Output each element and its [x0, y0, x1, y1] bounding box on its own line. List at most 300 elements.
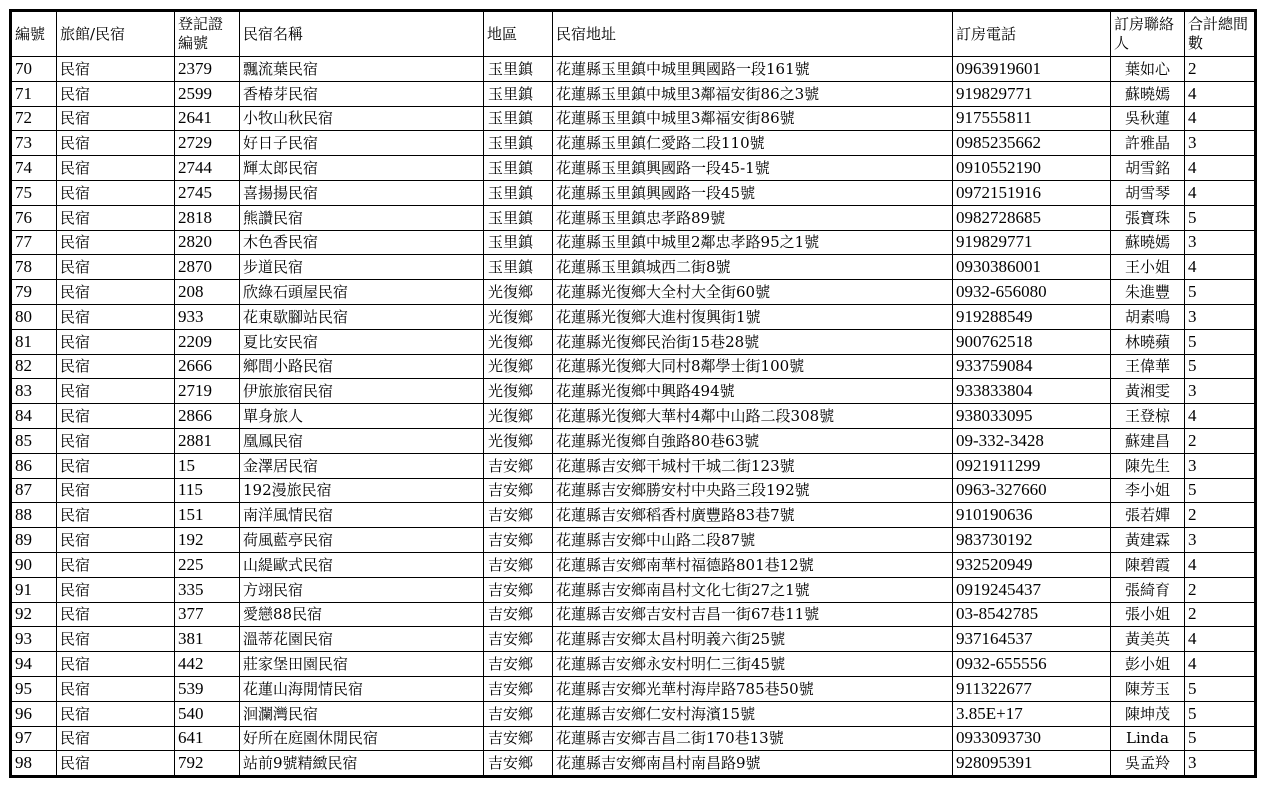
cell-phone: 0919245437: [953, 577, 1111, 602]
cell-area: 吉安鄉: [484, 652, 553, 677]
cell-no: 97: [12, 726, 57, 751]
cell-no: 85: [12, 428, 57, 453]
cell-contact: 王偉華: [1111, 354, 1185, 379]
cell-reg-no: 2745: [175, 180, 240, 205]
cell-rooms: 4: [1185, 156, 1255, 181]
cell-no: 89: [12, 528, 57, 553]
header-name: 民宿名稱: [240, 12, 484, 57]
cell-area: 光復鄉: [484, 354, 553, 379]
cell-phone: 0972151916: [953, 180, 1111, 205]
cell-area: 玉里鎮: [484, 57, 553, 82]
cell-phone: 0910552190: [953, 156, 1111, 181]
cell-reg-no: 540: [175, 701, 240, 726]
cell-contact: 胡雪琴: [1111, 180, 1185, 205]
cell-phone: 0933093730: [953, 726, 1111, 751]
cell-address: 花蓮縣吉安鄉南華村福德路801巷12號: [553, 552, 953, 577]
table-row: [12, 304, 1255, 329]
cell-address: 花蓮縣吉安鄉吉昌二街170巷13號: [553, 726, 953, 751]
cell-contact: 張小姐: [1111, 602, 1185, 627]
cell-area: 吉安鄉: [484, 701, 553, 726]
cell-no: 98: [12, 751, 57, 776]
cell-area: 吉安鄉: [484, 627, 553, 652]
cell-area: 吉安鄉: [484, 552, 553, 577]
cell-name: 步道民宿: [240, 255, 484, 280]
cell-no: 79: [12, 280, 57, 305]
cell-rooms: 2: [1185, 428, 1255, 453]
cell-no: 93: [12, 627, 57, 652]
header-phone: 訂房電話: [953, 12, 1111, 57]
cell-rooms: 5: [1185, 478, 1255, 503]
cell-reg-no: 192: [175, 528, 240, 553]
table-row: [12, 701, 1255, 726]
cell-no: 78: [12, 255, 57, 280]
cell-area: 玉里鎮: [484, 131, 553, 156]
cell-reg-no: 2866: [175, 404, 240, 429]
header-address: 民宿地址: [553, 12, 953, 57]
cell-rooms: 2: [1185, 602, 1255, 627]
cell-contact: 黃湘雯: [1111, 379, 1185, 404]
cell-area: 吉安鄉: [484, 478, 553, 503]
cell-rooms: 2: [1185, 57, 1255, 82]
cell-address: 花蓮縣吉安鄉稻香村廣豐路83巷7號: [553, 503, 953, 528]
cell-address: 花蓮縣玉里鎮中城里2鄰忠孝路95之1號: [553, 230, 953, 255]
table-row: [12, 676, 1255, 701]
cell-phone: 0963-327660: [953, 478, 1111, 503]
cell-address: 花蓮縣玉里鎮中城里3鄰福安街86號: [553, 106, 953, 131]
header-rooms: 合計總間數: [1185, 12, 1255, 57]
cell-name: 夏比安民宿: [240, 329, 484, 354]
cell-name: 溫蒂花園民宿: [240, 627, 484, 652]
cell-type: 民宿: [57, 577, 175, 602]
cell-type: 民宿: [57, 627, 175, 652]
cell-contact: 胡雪銘: [1111, 156, 1185, 181]
cell-contact: 蘇曉嫣: [1111, 81, 1185, 106]
table-row: [12, 478, 1255, 503]
cell-address: 花蓮縣玉里鎮忠孝路89號: [553, 205, 953, 230]
cell-no: 72: [12, 106, 57, 131]
cell-type: 民宿: [57, 131, 175, 156]
cell-no: 81: [12, 329, 57, 354]
table-row: [12, 503, 1255, 528]
cell-contact: 陳先生: [1111, 453, 1185, 478]
cell-type: 民宿: [57, 379, 175, 404]
cell-contact: 吳孟羚: [1111, 751, 1185, 776]
cell-no: 83: [12, 379, 57, 404]
cell-area: 吉安鄉: [484, 676, 553, 701]
cell-type: 民宿: [57, 280, 175, 305]
cell-name: 山緹歐式民宿: [240, 552, 484, 577]
guesthouse-table-sheet: [9, 9, 1257, 778]
cell-phone: 03-8542785: [953, 602, 1111, 627]
cell-rooms: 3: [1185, 528, 1255, 553]
cell-type: 民宿: [57, 57, 175, 82]
cell-no: 90: [12, 552, 57, 577]
cell-rooms: 3: [1185, 751, 1255, 776]
cell-area: 光復鄉: [484, 404, 553, 429]
cell-name: 伊旅旅宿民宿: [240, 379, 484, 404]
cell-address: 花蓮縣吉安鄉光華村海岸路785巷50號: [553, 676, 953, 701]
cell-contact: 黃建霖: [1111, 528, 1185, 553]
cell-no: 84: [12, 404, 57, 429]
header-contact: 訂房聯絡人: [1111, 12, 1185, 57]
cell-address: 花蓮縣玉里鎮城西二街8號: [553, 255, 953, 280]
cell-reg-no: 377: [175, 602, 240, 627]
cell-name: 莊家堡田園民宿: [240, 652, 484, 677]
cell-type: 民宿: [57, 156, 175, 181]
cell-type: 民宿: [57, 701, 175, 726]
cell-type: 民宿: [57, 106, 175, 131]
cell-area: 玉里鎮: [484, 81, 553, 106]
cell-reg-no: 641: [175, 726, 240, 751]
table-row: [12, 255, 1255, 280]
cell-type: 民宿: [57, 230, 175, 255]
cell-reg-no: 381: [175, 627, 240, 652]
cell-rooms: 4: [1185, 255, 1255, 280]
cell-address: 花蓮縣吉安鄉南昌村文化七街27之1號: [553, 577, 953, 602]
cell-rooms: 2: [1185, 503, 1255, 528]
cell-address: 花蓮縣光復鄉大華村4鄰中山路二段308號: [553, 404, 953, 429]
cell-address: 花蓮縣光復鄉大進村復興街1號: [553, 304, 953, 329]
cell-area: 吉安鄉: [484, 602, 553, 627]
table-header: [12, 12, 1255, 57]
cell-phone: 0932-655556: [953, 652, 1111, 677]
cell-reg-no: 539: [175, 676, 240, 701]
cell-no: 94: [12, 652, 57, 677]
cell-rooms: 5: [1185, 354, 1255, 379]
table-row: [12, 180, 1255, 205]
cell-contact: 陳坤茂: [1111, 701, 1185, 726]
cell-rooms: 4: [1185, 552, 1255, 577]
cell-reg-no: 792: [175, 751, 240, 776]
table-row: [12, 57, 1255, 82]
cell-no: 87: [12, 478, 57, 503]
table-row: [12, 428, 1255, 453]
cell-contact: 葉如心: [1111, 57, 1185, 82]
cell-name: 飄流葉民宿: [240, 57, 484, 82]
cell-phone: 919288549: [953, 304, 1111, 329]
table-row: [12, 379, 1255, 404]
cell-address: 花蓮縣吉安鄉中山路二段87號: [553, 528, 953, 553]
cell-area: 吉安鄉: [484, 751, 553, 776]
cell-area: 玉里鎮: [484, 106, 553, 131]
cell-reg-no: 2818: [175, 205, 240, 230]
cell-type: 民宿: [57, 255, 175, 280]
cell-name: 南洋風情民宿: [240, 503, 484, 528]
cell-contact: 陳碧霞: [1111, 552, 1185, 577]
cell-name: 輝太郎民宿: [240, 156, 484, 181]
cell-name: 熊讚民宿: [240, 205, 484, 230]
cell-name: 荷風藍亭民宿: [240, 528, 484, 553]
cell-contact: 蘇建昌: [1111, 428, 1185, 453]
cell-name: 香椿芽民宿: [240, 81, 484, 106]
cell-rooms: 3: [1185, 131, 1255, 156]
cell-address: 花蓮縣光復鄉大全村大全街60號: [553, 280, 953, 305]
cell-reg-no: 225: [175, 552, 240, 577]
table-row: [12, 528, 1255, 553]
cell-name: 花東歇腳站民宿: [240, 304, 484, 329]
cell-phone: 910190636: [953, 503, 1111, 528]
cell-type: 民宿: [57, 329, 175, 354]
table-row: [12, 602, 1255, 627]
cell-contact: 王小姐: [1111, 255, 1185, 280]
cell-area: 光復鄉: [484, 280, 553, 305]
cell-rooms: 4: [1185, 627, 1255, 652]
cell-phone: 0963919601: [953, 57, 1111, 82]
cell-name: 單身旅人: [240, 404, 484, 429]
header-no: 編號: [12, 12, 57, 57]
cell-name: 喜揚揚民宿: [240, 180, 484, 205]
cell-contact: 黃美英: [1111, 627, 1185, 652]
cell-area: 玉里鎮: [484, 205, 553, 230]
table-row: [12, 577, 1255, 602]
cell-name: 凰鳳民宿: [240, 428, 484, 453]
cell-phone: 0985235662: [953, 131, 1111, 156]
cell-type: 民宿: [57, 528, 175, 553]
cell-contact: 張寶珠: [1111, 205, 1185, 230]
cell-rooms: 3: [1185, 304, 1255, 329]
cell-reg-no: 15: [175, 453, 240, 478]
cell-type: 民宿: [57, 676, 175, 701]
cell-address: 花蓮縣吉安鄉仁安村海濱15號: [553, 701, 953, 726]
header-area: 地區: [484, 12, 553, 57]
cell-rooms: 4: [1185, 106, 1255, 131]
cell-reg-no: 2666: [175, 354, 240, 379]
header-reg-no: 登記證編號: [175, 12, 240, 57]
cell-contact: 胡素鳴: [1111, 304, 1185, 329]
cell-no: 95: [12, 676, 57, 701]
cell-type: 民宿: [57, 180, 175, 205]
header-row: [12, 12, 1255, 57]
header-type: 旅館/民宿: [57, 12, 175, 57]
cell-name: 方翊民宿: [240, 577, 484, 602]
cell-no: 91: [12, 577, 57, 602]
cell-rooms: 5: [1185, 205, 1255, 230]
table-row: [12, 552, 1255, 577]
cell-phone: 900762518: [953, 329, 1111, 354]
table-row: [12, 354, 1255, 379]
cell-reg-no: 335: [175, 577, 240, 602]
cell-area: 光復鄉: [484, 379, 553, 404]
cell-contact: 彭小姐: [1111, 652, 1185, 677]
table-row: [12, 106, 1255, 131]
cell-phone: 919829771: [953, 81, 1111, 106]
cell-phone: 928095391: [953, 751, 1111, 776]
cell-reg-no: 442: [175, 652, 240, 677]
cell-area: 吉安鄉: [484, 503, 553, 528]
cell-address: 花蓮縣光復鄉大同村8鄰學士街100號: [553, 354, 953, 379]
cell-reg-no: 2870: [175, 255, 240, 280]
cell-contact: 陳芳玉: [1111, 676, 1185, 701]
cell-contact: 林曉蘋: [1111, 329, 1185, 354]
cell-no: 82: [12, 354, 57, 379]
cell-rooms: 3: [1185, 453, 1255, 478]
cell-contact: 王登椋: [1111, 404, 1185, 429]
cell-reg-no: 2599: [175, 81, 240, 106]
cell-reg-no: 2820: [175, 230, 240, 255]
cell-address: 花蓮縣吉安鄉干城村干城二街123號: [553, 453, 953, 478]
cell-contact: 吳秋蓮: [1111, 106, 1185, 131]
table-row: [12, 205, 1255, 230]
cell-area: 玉里鎮: [484, 255, 553, 280]
table-row: [12, 453, 1255, 478]
cell-no: 71: [12, 81, 57, 106]
cell-address: 花蓮縣吉安鄉永安村明仁三街45號: [553, 652, 953, 677]
cell-type: 民宿: [57, 453, 175, 478]
cell-address: 花蓮縣玉里鎮中城里興國路一段161號: [553, 57, 953, 82]
cell-reg-no: 151: [175, 503, 240, 528]
cell-no: 75: [12, 180, 57, 205]
cell-contact: 張若嬋: [1111, 503, 1185, 528]
guesthouse-table: [11, 11, 1255, 776]
cell-address: 花蓮縣光復鄉自強路80巷63號: [553, 428, 953, 453]
cell-type: 民宿: [57, 478, 175, 503]
cell-name: 小牧山秋民宿: [240, 106, 484, 131]
cell-no: 86: [12, 453, 57, 478]
table-body: [12, 57, 1255, 776]
cell-type: 民宿: [57, 602, 175, 627]
cell-rooms: 4: [1185, 81, 1255, 106]
cell-contact: 朱進豐: [1111, 280, 1185, 305]
cell-no: 74: [12, 156, 57, 181]
cell-no: 76: [12, 205, 57, 230]
cell-reg-no: 2379: [175, 57, 240, 82]
cell-area: 玉里鎮: [484, 156, 553, 181]
cell-address: 花蓮縣吉安鄉吉安村吉昌一街67巷11號: [553, 602, 953, 627]
cell-type: 民宿: [57, 205, 175, 230]
cell-type: 民宿: [57, 652, 175, 677]
cell-address: 花蓮縣吉安鄉勝安村中央路三段192號: [553, 478, 953, 503]
cell-type: 民宿: [57, 726, 175, 751]
cell-address: 花蓮縣玉里鎮興國路一段45號: [553, 180, 953, 205]
cell-name: 192漫旅民宿: [240, 478, 484, 503]
cell-type: 民宿: [57, 428, 175, 453]
cell-contact: 張綺育: [1111, 577, 1185, 602]
cell-rooms: 5: [1185, 726, 1255, 751]
cell-phone: 919829771: [953, 230, 1111, 255]
cell-reg-no: 2729: [175, 131, 240, 156]
cell-name: 好日子民宿: [240, 131, 484, 156]
cell-name: 愛戀88民宿: [240, 602, 484, 627]
table-row: [12, 280, 1255, 305]
table-row: [12, 726, 1255, 751]
cell-no: 96: [12, 701, 57, 726]
cell-type: 民宿: [57, 304, 175, 329]
table-row: [12, 627, 1255, 652]
cell-type: 民宿: [57, 81, 175, 106]
cell-type: 民宿: [57, 404, 175, 429]
cell-address: 花蓮縣光復鄉民治街15巷28號: [553, 329, 953, 354]
cell-area: 吉安鄉: [484, 528, 553, 553]
cell-rooms: 5: [1185, 329, 1255, 354]
cell-phone: 933759084: [953, 354, 1111, 379]
cell-area: 玉里鎮: [484, 180, 553, 205]
cell-reg-no: 2719: [175, 379, 240, 404]
table-row: [12, 156, 1255, 181]
cell-phone: 933833804: [953, 379, 1111, 404]
cell-phone: 932520949: [953, 552, 1111, 577]
cell-reg-no: 2744: [175, 156, 240, 181]
cell-name: 站前9號精緻民宿: [240, 751, 484, 776]
cell-no: 88: [12, 503, 57, 528]
cell-phone: 911322677: [953, 676, 1111, 701]
cell-rooms: 4: [1185, 180, 1255, 205]
cell-rooms: 2: [1185, 577, 1255, 602]
cell-phone: 937164537: [953, 627, 1111, 652]
cell-area: 吉安鄉: [484, 726, 553, 751]
cell-name: 木色香民宿: [240, 230, 484, 255]
cell-address: 花蓮縣玉里鎮仁愛路二段110號: [553, 131, 953, 156]
cell-contact: 許雅晶: [1111, 131, 1185, 156]
cell-area: 光復鄉: [484, 428, 553, 453]
cell-contact: Linda: [1111, 726, 1185, 751]
cell-phone: 0932-656080: [953, 280, 1111, 305]
cell-name: 欣綠石頭屋民宿: [240, 280, 484, 305]
cell-rooms: 5: [1185, 280, 1255, 305]
cell-name: 金澤居民宿: [240, 453, 484, 478]
cell-name: 洄瀾灣民宿: [240, 701, 484, 726]
table-row: [12, 404, 1255, 429]
cell-rooms: 3: [1185, 230, 1255, 255]
cell-address: 花蓮縣玉里鎮興國路一段45-1號: [553, 156, 953, 181]
cell-contact: 李小姐: [1111, 478, 1185, 503]
cell-no: 70: [12, 57, 57, 82]
cell-area: 玉里鎮: [484, 230, 553, 255]
cell-rooms: 5: [1185, 676, 1255, 701]
cell-name: 鄉間小路民宿: [240, 354, 484, 379]
cell-reg-no: 2881: [175, 428, 240, 453]
cell-name: 好所在庭園休閒民宿: [240, 726, 484, 751]
cell-phone: 0982728685: [953, 205, 1111, 230]
cell-reg-no: 208: [175, 280, 240, 305]
cell-no: 73: [12, 131, 57, 156]
cell-address: 花蓮縣玉里鎮中城里3鄰福安街86之3號: [553, 81, 953, 106]
cell-type: 民宿: [57, 503, 175, 528]
cell-address: 花蓮縣吉安鄉太昌村明義六街25號: [553, 627, 953, 652]
cell-rooms: 3: [1185, 379, 1255, 404]
cell-phone: 938033095: [953, 404, 1111, 429]
cell-type: 民宿: [57, 552, 175, 577]
table-row: [12, 230, 1255, 255]
cell-phone: 0921911299: [953, 453, 1111, 478]
cell-type: 民宿: [57, 354, 175, 379]
cell-rooms: 4: [1185, 404, 1255, 429]
cell-rooms: 4: [1185, 652, 1255, 677]
cell-address: 花蓮縣光復鄉中興路494號: [553, 379, 953, 404]
cell-phone: 983730192: [953, 528, 1111, 553]
cell-rooms: 5: [1185, 701, 1255, 726]
cell-area: 光復鄉: [484, 329, 553, 354]
cell-address: 花蓮縣吉安鄉南昌村南昌路9號: [553, 751, 953, 776]
cell-reg-no: 933: [175, 304, 240, 329]
cell-no: 92: [12, 602, 57, 627]
cell-no: 77: [12, 230, 57, 255]
table-row: [12, 751, 1255, 776]
table-row: [12, 652, 1255, 677]
cell-reg-no: 115: [175, 478, 240, 503]
cell-contact: 蘇曉嫣: [1111, 230, 1185, 255]
cell-name: 花蓮山海閒情民宿: [240, 676, 484, 701]
cell-phone: 917555811: [953, 106, 1111, 131]
cell-type: 民宿: [57, 751, 175, 776]
table-row: [12, 329, 1255, 354]
cell-reg-no: 2209: [175, 329, 240, 354]
cell-phone: 09-332-3428: [953, 428, 1111, 453]
cell-phone: 3.85E+17: [953, 701, 1111, 726]
table-row: [12, 81, 1255, 106]
cell-reg-no: 2641: [175, 106, 240, 131]
cell-area: 吉安鄉: [484, 577, 553, 602]
cell-area: 光復鄉: [484, 304, 553, 329]
